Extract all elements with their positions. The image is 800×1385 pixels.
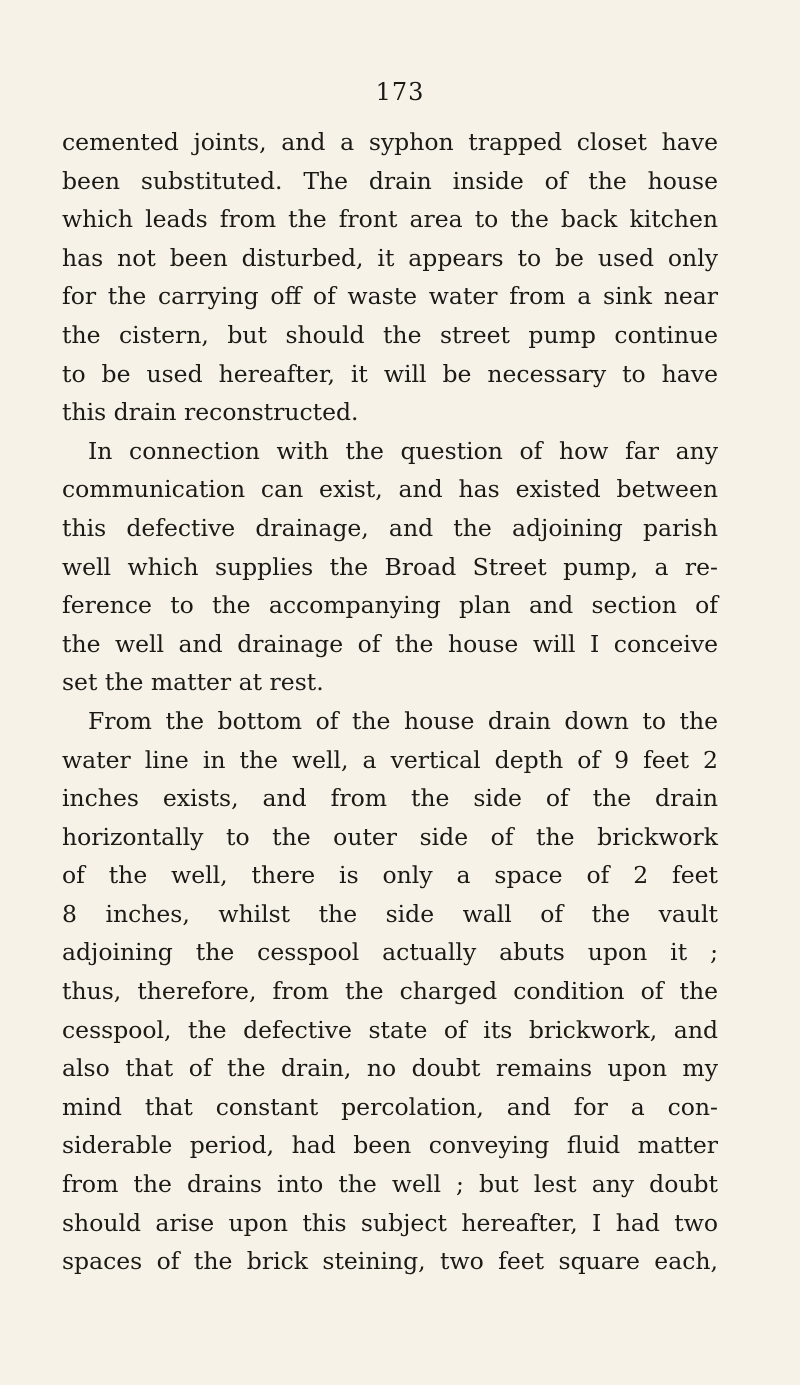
page-number: 173	[375, 78, 425, 106]
text-line: also that of the drain, no doubt remains upon my	[62, 1054, 718, 1083]
text-line: From the bottom of the house drain down to the	[88, 706, 718, 735]
text-line: set the matter at rest.	[62, 668, 324, 697]
text-line: has not been disturbed, it appears to be used only	[62, 243, 718, 272]
text-line: spaces of the brick steining, two feet square each,	[62, 1247, 718, 1276]
text-line: communication can exist, and has existed between	[62, 475, 718, 504]
text-line: 8 inches, whilst the side wall of the vault	[62, 899, 718, 928]
text-line: cemented joints, and a syphon trapped closet have	[62, 128, 718, 156]
text-line: of the well, there is only a space of 2 feet	[62, 861, 718, 890]
text-line: this defective drainage, and the adjoining parish	[62, 513, 718, 542]
text-line: for the carrying off of waste water from a sink near	[62, 282, 718, 311]
text-line: adjoining the cesspool actually abuts upon it ;	[62, 938, 718, 967]
text-line: the cistern, but should the street pump continue	[62, 320, 718, 349]
text-line: mind that constant percolation, and for a con-	[62, 1092, 718, 1121]
text-line: thus, therefore, from the charged condition of the	[62, 977, 718, 1006]
text-line: water line in the well, a vertical depth of 9 feet 2	[62, 745, 718, 774]
text-line: well which supplies the Broad Street pump, a re-	[62, 552, 718, 581]
text-line: cesspool, the defective state of its brickwork, and	[62, 1015, 718, 1044]
text-line: In connection with the question of how far any	[88, 436, 718, 465]
text-line: siderable period, had been conveying fluid matter	[62, 1131, 718, 1160]
text-line: should arise upon this subject hereafter, I had two	[62, 1208, 718, 1237]
text-line: been substituted. The drain inside of the house	[62, 166, 718, 195]
text-line: from the drains into the well ; but lest any doubt	[62, 1170, 718, 1199]
text-line: ference to the accompanying plan and section of	[62, 591, 718, 620]
text-line: which leads from the front area to the back kitchen	[62, 205, 718, 234]
text-line: inches exists, and from the side of the drain	[62, 784, 718, 813]
text-line: horizontally to the outer side of the brickwork	[62, 822, 718, 851]
body-text	[62, 123, 718, 1281]
text-line: this drain reconstructed.	[62, 398, 359, 427]
text-line: to be used hereafter, it will be necessary to have	[62, 359, 718, 388]
text-line: the well and drainage of the house will I conceive	[62, 629, 718, 658]
